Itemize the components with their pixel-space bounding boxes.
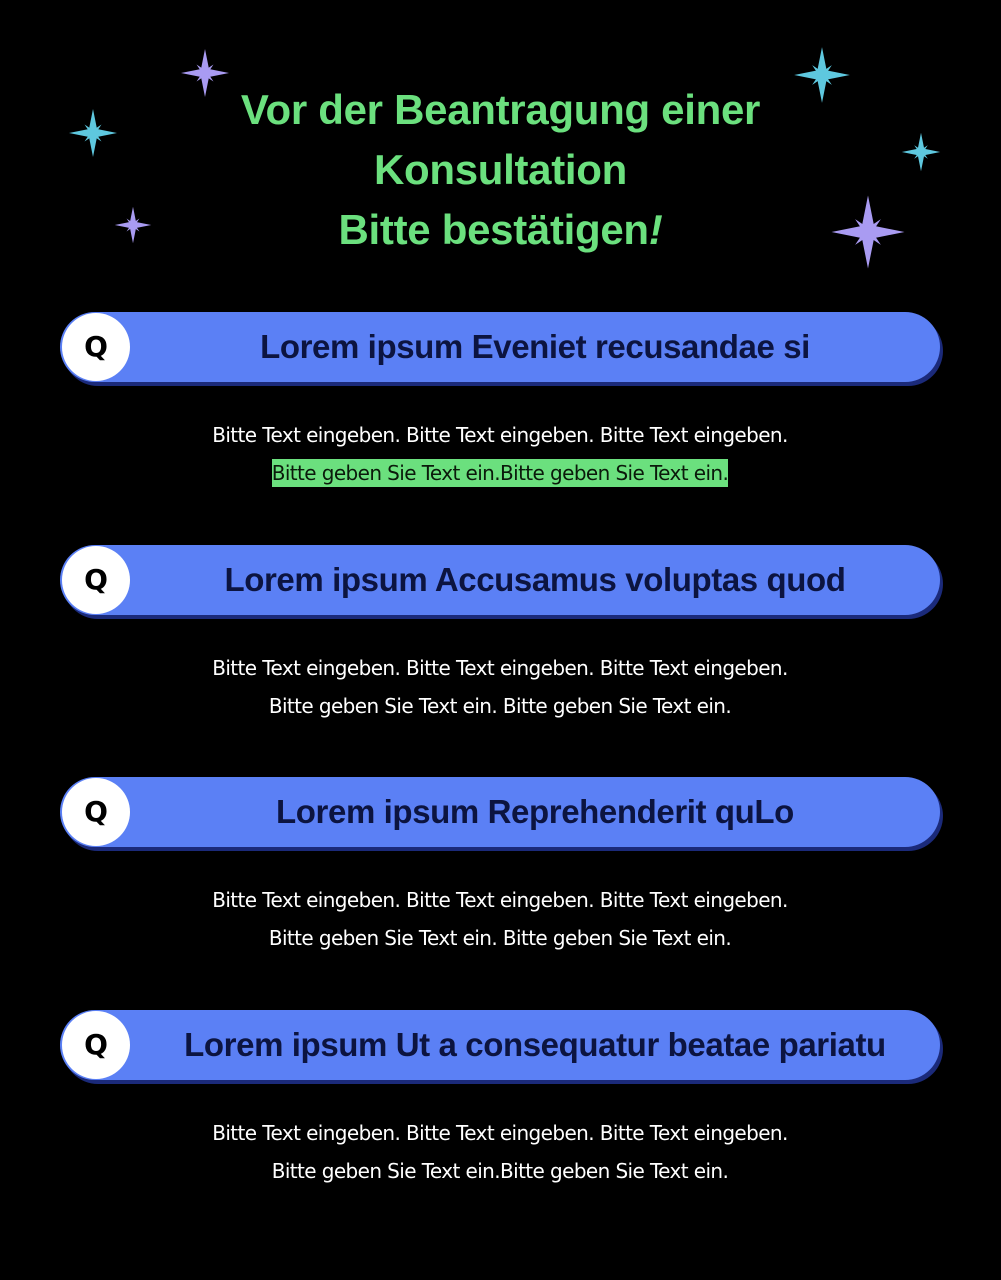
title-line-3-text: Bitte bestätigen <box>338 206 649 253</box>
q-badge <box>62 778 130 846</box>
question-text: Lorem ipsum Ut a consequatur beatae pariatu <box>184 1026 886 1063</box>
answer-text <box>60 1114 940 1190</box>
question-text: Lorem ipsum Reprehenderit quLo <box>276 793 794 830</box>
q-badge-label: Q <box>84 563 108 596</box>
q-badge-label: Q <box>84 330 108 363</box>
q-badge <box>62 1011 130 1079</box>
answer-line: Bitte geben Sie Text ein. Bitte geben Sie Text ein. <box>268 926 732 950</box>
answer-text <box>60 416 940 492</box>
faq-item <box>60 1010 942 1190</box>
faq-item <box>60 545 942 725</box>
answer-text <box>60 881 940 957</box>
highlighted-text: Bitte geben Sie Text ein.Bitte geben Sie Text ein. <box>271 461 729 485</box>
q-badge-label: Q <box>84 795 108 828</box>
title-exclamation: ! <box>648 206 663 253</box>
page-title <box>0 80 1001 260</box>
q-badge-label: Q <box>84 1028 108 1061</box>
answer-line: Bitte Text eingeben. Bitte Text eingeben. Bitte Text eingeben. <box>212 423 788 447</box>
title-line-1: Vor der Beantragung einer <box>240 86 761 133</box>
faq-item <box>60 777 942 957</box>
q-badge <box>62 546 130 614</box>
title-line-3 <box>0 200 1001 260</box>
answer-line: Bitte Text eingeben. Bitte Text eingeben. Bitte Text eingeben. <box>212 1121 788 1145</box>
question-text: Lorem ipsum Accusamus voluptas quod <box>224 561 846 598</box>
question-text: Lorem ipsum Eveniet recusandae si <box>260 328 810 365</box>
question-bar <box>60 312 940 382</box>
q-badge <box>62 313 130 381</box>
answer-line: Bitte Text eingeben. Bitte Text eingeben. Bitte Text eingeben. <box>212 888 788 912</box>
answer-line: Bitte geben Sie Text ein. Bitte geben Sie Text ein. <box>268 694 732 718</box>
answer-line: Bitte Text eingeben. Bitte Text eingeben. Bitte Text eingeben. <box>212 656 788 680</box>
question-bar <box>60 545 940 615</box>
faq-item <box>60 312 942 492</box>
question-bar <box>60 1010 940 1080</box>
answer-line <box>60 454 940 492</box>
question-bar <box>60 777 940 847</box>
answer-line: Bitte geben Sie Text ein.Bitte geben Sie Text ein. <box>271 1159 729 1183</box>
answer-text <box>60 649 940 725</box>
title-line-2: Konsultation <box>373 146 628 193</box>
